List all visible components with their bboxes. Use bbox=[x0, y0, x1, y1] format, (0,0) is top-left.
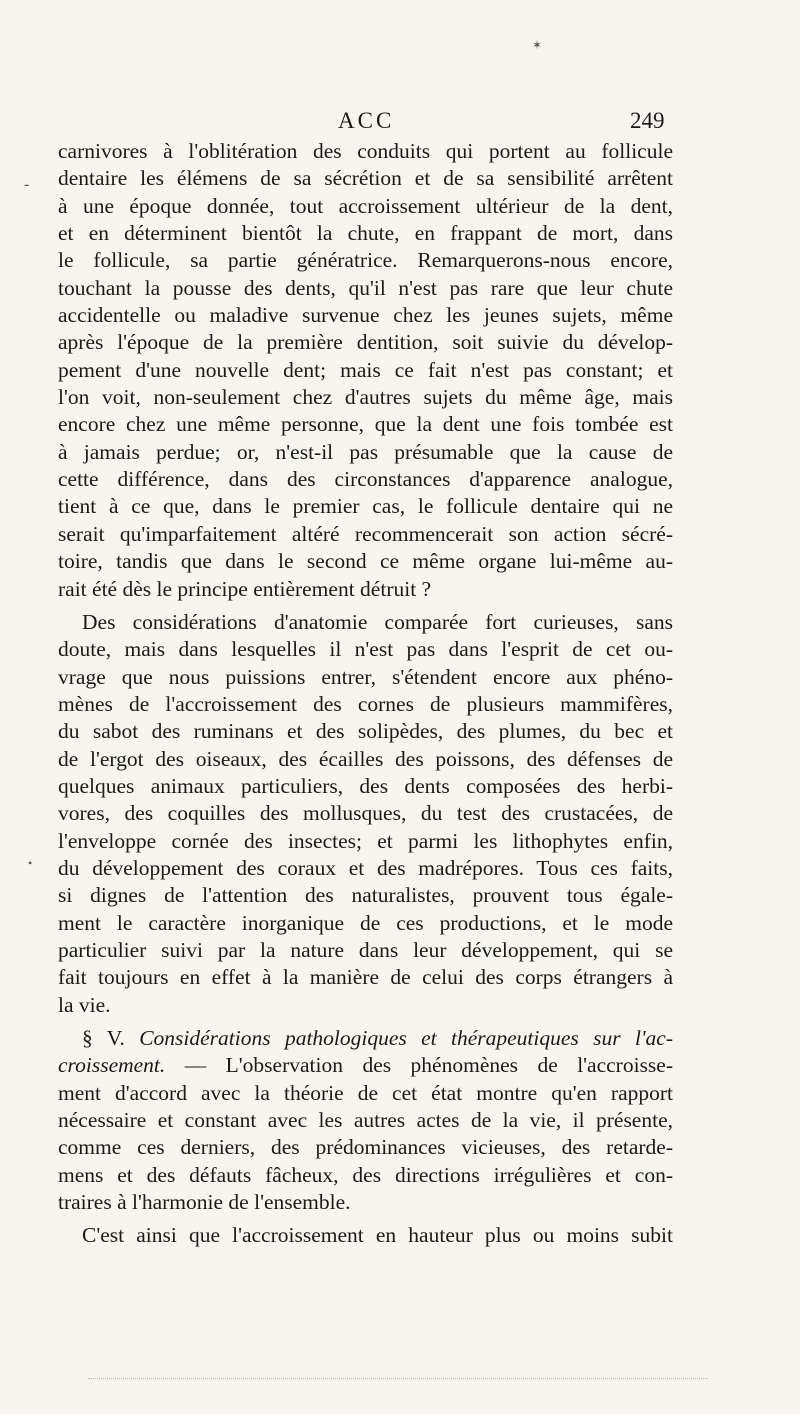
section-mark: § V. bbox=[82, 1026, 125, 1050]
text-line: l'enveloppe cornée des insectes; et parmi les lithophytes enfin, bbox=[58, 828, 673, 853]
text-line: rait été dès le principe entièrement détruit ? bbox=[58, 576, 432, 601]
text-line: l'on voit, non-seulement chez d'autres sujets du même âge, mais bbox=[58, 385, 673, 410]
text-line: ment d'accord avec la théorie de cet état montre qu'en rapport bbox=[58, 1080, 673, 1105]
ink-speck-mark: ✶ bbox=[532, 38, 543, 52]
text-line: et en déterminent bientôt la chute, en frappant de mort, dans bbox=[58, 221, 673, 246]
text-line: toire, tandis que dans le second ce même organe lui-même au- bbox=[58, 549, 673, 574]
text-line: à une époque donnée, tout accroissement ultérieur de la dent, bbox=[58, 193, 673, 218]
page-header bbox=[0, 104, 800, 138]
section-heading-end: croissement. bbox=[58, 1053, 166, 1078]
text-line: encore chez une même personne, que la dent une fois tombée est bbox=[58, 412, 673, 437]
text-line: le follicule, sa partie génératrice. Remarquerons-nous encore, bbox=[58, 248, 673, 273]
text-line: nécessaire et constant avec les autres actes de la vie, il présente, bbox=[58, 1108, 673, 1133]
text-line: carnivores à l'oblitération des conduits qui portent au follicule bbox=[58, 139, 673, 163]
paragraph-4 bbox=[58, 1222, 673, 1249]
text-line: doute, mais dans lesquelles il n'est pas dans l'esprit de cet ou- bbox=[58, 637, 673, 662]
text-line: cette différence, dans des circonstances d'apparence analogue, bbox=[58, 467, 673, 492]
text-line: ment le caractère inorganique de ces productions, et le mode bbox=[58, 910, 673, 935]
text-line: C'est ainsi que l'accroissement en hauteur plus ou moins subit bbox=[82, 1223, 673, 1248]
margin-dot-mark: • bbox=[28, 856, 33, 870]
text-line: serait qu'imparfaitement altéré recommencerait son action sécré- bbox=[58, 521, 673, 546]
text-line: accidentelle ou maladive survenue chez les jeunes sujets, même bbox=[58, 303, 673, 328]
text-line: particulier suivi par la nature dans leur développement, qui se bbox=[58, 937, 673, 962]
margin-dash-mark: - bbox=[24, 176, 30, 193]
text-line: comme ces derniers, des prédominances vicieuses, des retarde- bbox=[58, 1135, 673, 1160]
text-line: du sabot des ruminans et des solipèdes, des plumes, du bec et bbox=[58, 719, 673, 744]
section-heading-line bbox=[58, 1052, 673, 1079]
heading-continuation: — L'observation des phénomènes de l'accroisse- bbox=[165, 1053, 673, 1078]
text-line: du développement des coraux et des madrépores. Tous ces faits, bbox=[58, 855, 673, 880]
text-line: la vie. bbox=[58, 992, 111, 1017]
section-heading-line bbox=[58, 1025, 673, 1052]
running-head: ACC bbox=[338, 108, 395, 133]
text-line: pement d'une nouvelle dent; mais ce fait n'est pas constant; et bbox=[58, 357, 673, 382]
paragraph-3 bbox=[58, 1025, 673, 1216]
text-line: dentaire les élémens de sa sécrétion et de sa sensibilité arrêtent bbox=[58, 166, 673, 191]
paragraph-1 bbox=[58, 138, 673, 603]
page-number: 249 bbox=[630, 108, 665, 133]
text-line: Des considérations d'anatomie comparée fort curieuses, sans bbox=[82, 609, 673, 634]
text-line: fait toujours en effet à la manière de celui des corps étrangers à bbox=[58, 965, 673, 990]
text-line: mènes de l'accroissement des cornes de plusieurs mammifères, bbox=[58, 691, 673, 716]
text-line: traires à l'harmonie de l'ensemble. bbox=[58, 1190, 351, 1215]
footer-dotted-rule bbox=[88, 1378, 708, 1379]
text-line: après l'époque de la première dentition, soit suivie du dévelop- bbox=[58, 330, 673, 355]
body-text bbox=[58, 138, 673, 1250]
text-line: touchant la pousse des dents, qu'il n'est pas rare que leur chute bbox=[58, 275, 673, 300]
paragraph-2 bbox=[58, 609, 673, 1019]
text-line: tient à ce que, dans le premier cas, le follicule dentaire qui ne bbox=[58, 494, 673, 519]
text-line: vrage que nous puissions entrer, s'étendent encore aux phéno- bbox=[58, 664, 673, 689]
section-heading: Considérations pathologiques et thérapeutiques sur l'ac- bbox=[139, 1026, 673, 1050]
text-line: vores, des coquilles des mollusques, du test des crustacées, de bbox=[58, 801, 673, 826]
text-line: si dignes de l'attention des naturalistes, prouvent tous égale- bbox=[58, 883, 673, 908]
text-line: mens et des défauts fâcheux, des directions irrégulières et con- bbox=[58, 1162, 673, 1187]
text-line: à jamais perdue; or, n'est-il pas présumable que la cause de bbox=[58, 439, 673, 464]
text-line: quelques animaux particuliers, des dents composées des herbi- bbox=[58, 773, 673, 798]
text-line: de l'ergot des oiseaux, des écailles des poissons, des défenses de bbox=[58, 746, 673, 771]
